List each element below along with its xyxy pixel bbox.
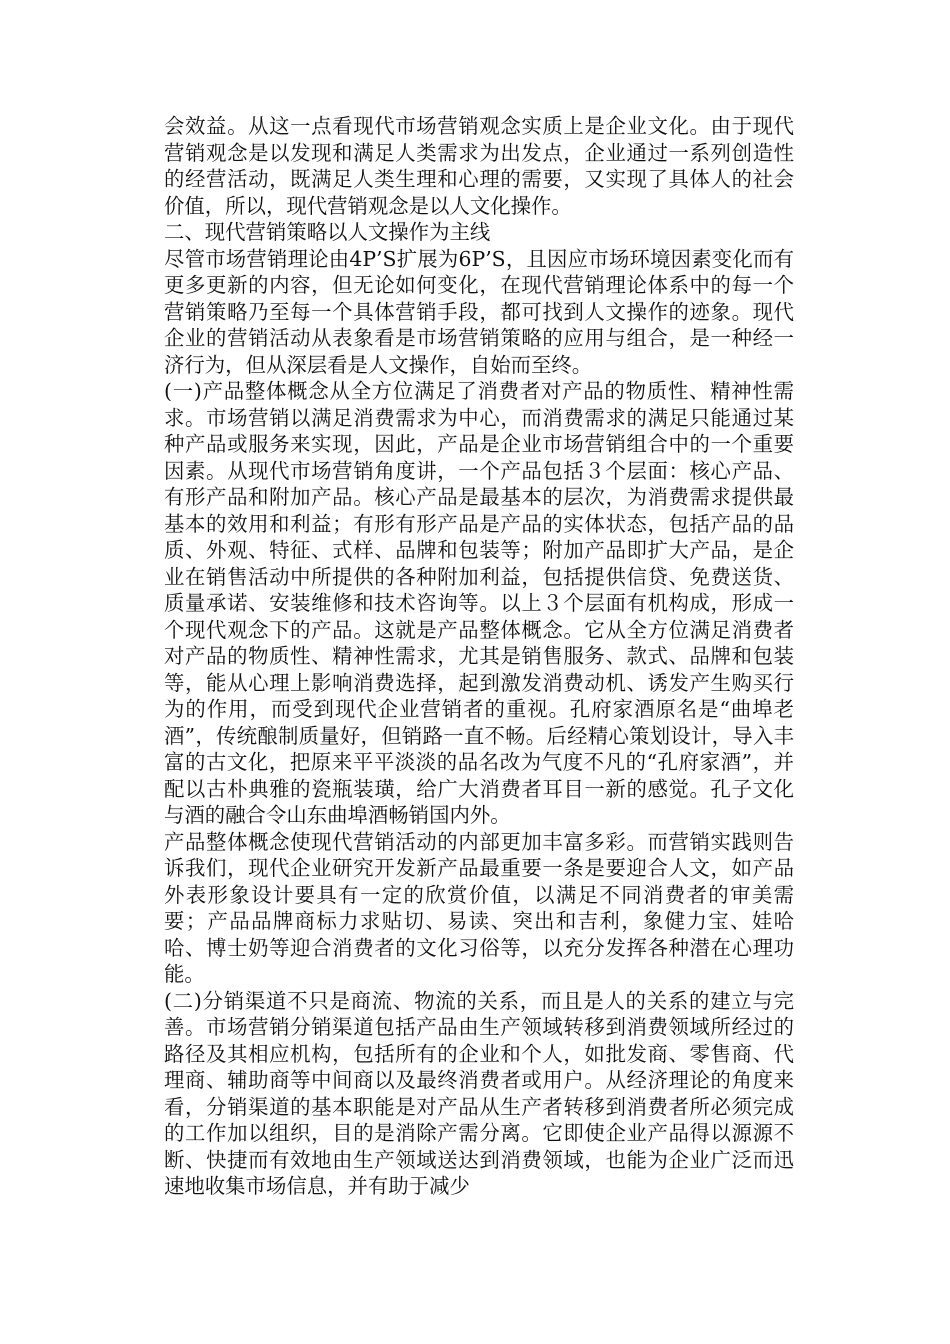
paragraph-product-concept: (一)产品整体概念从全方位满足了消费者对产品的物质性、精神性需求。市场营销以满足消费需求为中心，而消费需求的满足只能通过某种产品或服务来实现，因此，产品是企业市场营销组合中的一个重要因素。从现代市场营销角度讲，一个产品包括３个层面：核心产品、有形产品和附加产品。核心产品是最基本的层次，为消费需求提供最基本的效用和利益；有形有形产品是产品的实体状态，包括产品的品质、外观、特征、式样、品牌和包装等；附加产品即扩大产品，是企业在销售活动中所提供的各种附加利益，包括提供信贷、免费送货、质量承诺、安装维修和技术咨询等。以上３个层面有机构成，形成一个现代观念下的产品。这就是产品整体概念。它从全方位满足消费者对产品的物质性、精神性需求，尤其是销售服务、款式、品牌和包装等，能从心理上影响消费选择，起到激发消费动机、诱发产生购买行为的作用，而受到现代企业营销者的重视。孔府家酒原名是“曲埠老酒”，传统酿制质量好，但销路一直不畅。后经精心策划设计，导入丰富的古文化，把原来平平淡淡的品名改为气度不凡的“孔府家酒”，并配以古朴典雅的瓷瓶装璜，给广大消费者耳目一新的感觉。孔子文化与酒的融合令山东曲埠酒畅销国内外。 bbox=[164, 379, 794, 827]
section-heading: 二、现代营销策略以人文操作为主线 bbox=[164, 220, 491, 244]
document-body bbox=[164, 113, 794, 1200]
paragraph-distribution: (二)分销渠道不只是商流、物流的关系，而且是人的关系的建立与完善。市场营销分销渠道包括产品由生产领域转移到消费领域所经过的路径及其相应机构，包括所有的企业和个人，如批发商、零售商、代理商、辅助商等中间商以及最终消费者或用户。从经济理论的角度来看，分销渠道的基本职能是对产品从生产者转移到消费者所必须完成的工作加以组织，目的是消除产需分离。它即使企业产品得以源源不断、快捷而有效地由生产领域送达到消费领域，也能为企业广泛而迅速地收集市场信息，并有助于减少 bbox=[164, 988, 794, 1198]
paragraph-product-practice: 产品整体概念使现代营销活动的内部更加丰富多彩。而营销实践则告诉我们，现代企业研究开发新产品最重要一条是要迎合人文，如产品外表形象设计要具有一定的欣赏价值，以满足不同消费者的审美需要；产品品牌商标力求贴切、易读、突出和吉利，象健力宝、娃哈哈、博士奶等迎合消费者的文化习俗等，以充分发挥各种潜在心理功能。 bbox=[164, 829, 794, 986]
paragraph-theory: 尽管市场营销理论由4P’S扩展为6P’S，且因应市场环境因素变化而有更多更新的内容，但无论如何变化，在现代营销理论体系中的每一个营销策略乃至每一个具体营销手段，都可找到人文操作的迹象。现代企业的营销活动从表象看是市场营销策略的应用与组合，是一种经一济行为，但从深层看是人文操作，自始而至终。 bbox=[164, 246, 794, 377]
paragraph-intro: 会效益。从这一点看现代市场营销观念实质上是企业文化。由于现代营销观念是以发现和满足人类需求为出发点，企业通过一系列创造性的经营活动，既满足人类生理和心理的需要，又实现了具体人的社会价值，所以，现代营销观念是以人文化操作。 bbox=[164, 114, 794, 218]
